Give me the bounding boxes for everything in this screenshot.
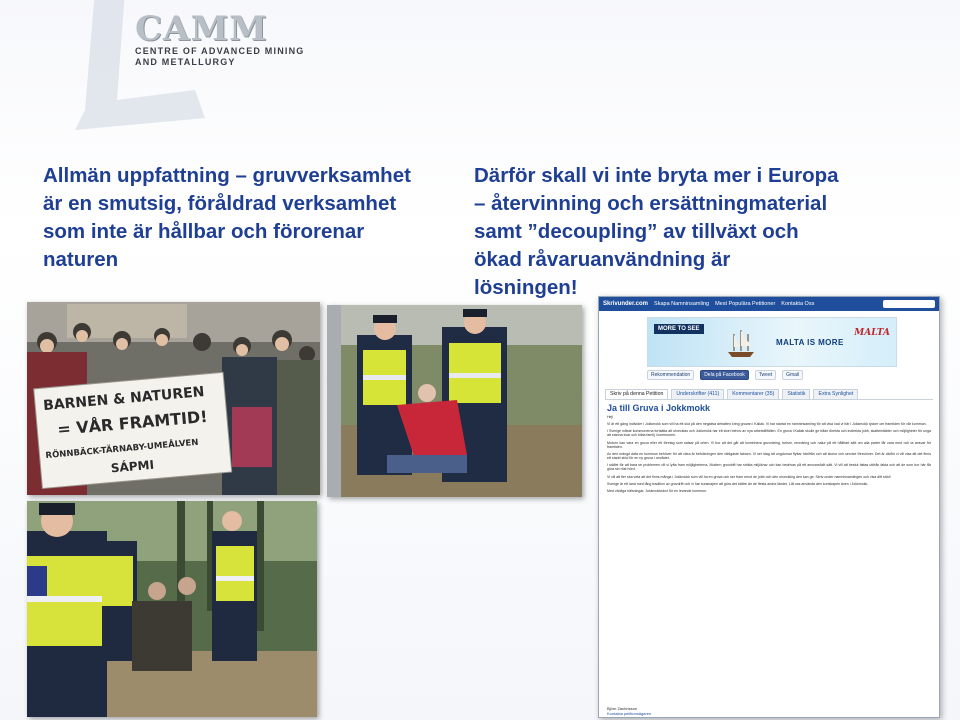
heading-solution-line-4: ökad råvaruanvändning är	[474, 248, 731, 271]
banner-line-1: BARNEN & NATUREN	[42, 384, 206, 415]
gmail-button: Gmail	[782, 370, 803, 380]
petition-body	[607, 415, 931, 496]
heading-solution-line-2: – återvinning och ersättningmaterial	[474, 192, 828, 215]
ad-more-to-see: MORE TO SEE	[654, 324, 704, 334]
tab-comments: Kommentarer (35)	[727, 389, 779, 399]
heading-solution-line-3: samt ”decoupling” av tillväxt och	[474, 220, 799, 243]
logo-wordmark: CAMM	[135, 9, 268, 49]
ad-tagline: MALTA IS MORE	[776, 338, 844, 347]
contact-owner-link: Kontakta petitionsägaren	[607, 711, 652, 716]
recommend-button: Rekommendation	[647, 370, 694, 380]
tab-signatures: Underskrifter (411)	[671, 389, 724, 399]
photo-protest-banner	[27, 302, 320, 495]
petition-paragraph: Sverige är ett land med lång tradition av gruvdrift och vi har kunskapen att göra det bättre än de flesta andra länder. Låt oss använda den kunskapen även i Jokkmokk.	[607, 481, 869, 486]
heading-solution-line-1: Därför skall vi inte bryta mer i Europa	[474, 164, 839, 187]
tweet-button: Tweet	[755, 370, 776, 380]
share-bar	[647, 370, 803, 380]
petition-paragraph: Hej!	[607, 415, 614, 419]
ship-icon	[724, 326, 758, 360]
petition-paragraph: Vi är ett gäng individer i Jokkmokk som vill ha ett slut på den negativa debatten kring gruvan i Kallak. Vi har startat en namninsamling för att visa vad vi här i Jokkmokk tycker om framtiden för vår kommun.	[607, 422, 927, 427]
petition-paragraph: Av den mängd data en kommun behöver för att växa är befolkningen den viktigaste faktorn. Vi ser idag att ungdomar flyttar härifrån och att skolor och service försvinner. Det är därför vi vill visa att det finns ett starkt stöd för en ny gruva i området.	[607, 451, 931, 461]
malta-ad-banner	[647, 317, 897, 367]
petition-webpage-screenshot	[598, 296, 940, 718]
petition-paragraph: I Sverige måste kommunerna fortsätta att utvecklas och Jokkmokk har ett stort behov av nya arbetstillfällen. En gruva i Kallak skulle ge både direkta och indirekta jobb, skatteintäkter och möjligheter för unga att stanna kvar och bilda familj i kommunen.	[607, 429, 931, 438]
logo-line-1: CENTRE OF ADVANCED MINING	[135, 46, 305, 56]
heading-general-perception: Allmän uppfattning – gruvverksamhet är en smutsig, föråldrad verksamhet som inte är hållbar och förorenar naturen	[43, 164, 411, 271]
tab-sign: Skriv på denna Petition	[605, 389, 668, 399]
web-nav-bar	[599, 297, 939, 311]
photo-police-carrying-protester	[327, 305, 582, 497]
nav-item-contact: Kontakta Oss	[781, 301, 815, 307]
petition-paragraph: Vi vill att fler ska veta att det finns många i Jokkmokk som vill ha en gruva och ser fram emot de jobb och den utveckling den kan ge. Skriv under namninsamlingen och visa ditt stöd!	[607, 474, 891, 479]
petition-paragraph: I stället för att bara se problemen vill vi lyfta fram möjligheterna. Modern gruvdrift har strikta miljökrav och kan bedrivas på ett ansvarsfullt sätt. Vi vill att beslut fattas utifrån fakta och att de som bor här får göra sin röst hörd.	[607, 463, 931, 472]
heading-solution-line-5: lösningen!	[474, 276, 578, 299]
petition-paragraph: Med vänliga hälsningar, Jokkmokksbor för en levande kommun.	[607, 488, 707, 493]
nav-item-create: Skapa Namninsamling	[654, 301, 710, 307]
ad-malta-logo: MALTA	[854, 328, 890, 338]
nav-brand: Skrivunder.com	[603, 301, 649, 307]
nav-item-popular: Mest Populära Petitioner	[715, 301, 776, 307]
camm-logo	[135, 9, 305, 68]
petition-tabs	[605, 389, 933, 400]
tab-statistics: Statistik	[782, 389, 810, 399]
tab-extra-visibility: Extra Synlighet	[813, 389, 858, 399]
banner-line-2: = VÅR FRAMTID!	[56, 406, 209, 439]
logo-line-2: AND METALLURGY	[135, 57, 236, 67]
petition-paragraph: Motorn kan vara en gruva eller ett företag som satsar på orten. Vi tror att det går att kombinera gruvnäring, turism, rennäring och natur på ett hållbart sätt om alla parter får vara med och ta ansvar för framtiden.	[607, 440, 931, 449]
banner-line-3: RÖNNBÄCK-TÄRNABY-UMEÅLVEN	[45, 437, 199, 462]
facebook-share-button: Dela på Facebook	[700, 370, 749, 380]
web-search-box	[883, 300, 935, 308]
petition-signer: Björn Zachrisson	[607, 706, 638, 711]
photo-police-forest	[27, 501, 317, 717]
petition-title: Ja till Gruva i Jokkmokk	[607, 403, 711, 413]
banner-line-4: SÁPMI	[110, 457, 155, 476]
heading-solution	[474, 162, 944, 302]
